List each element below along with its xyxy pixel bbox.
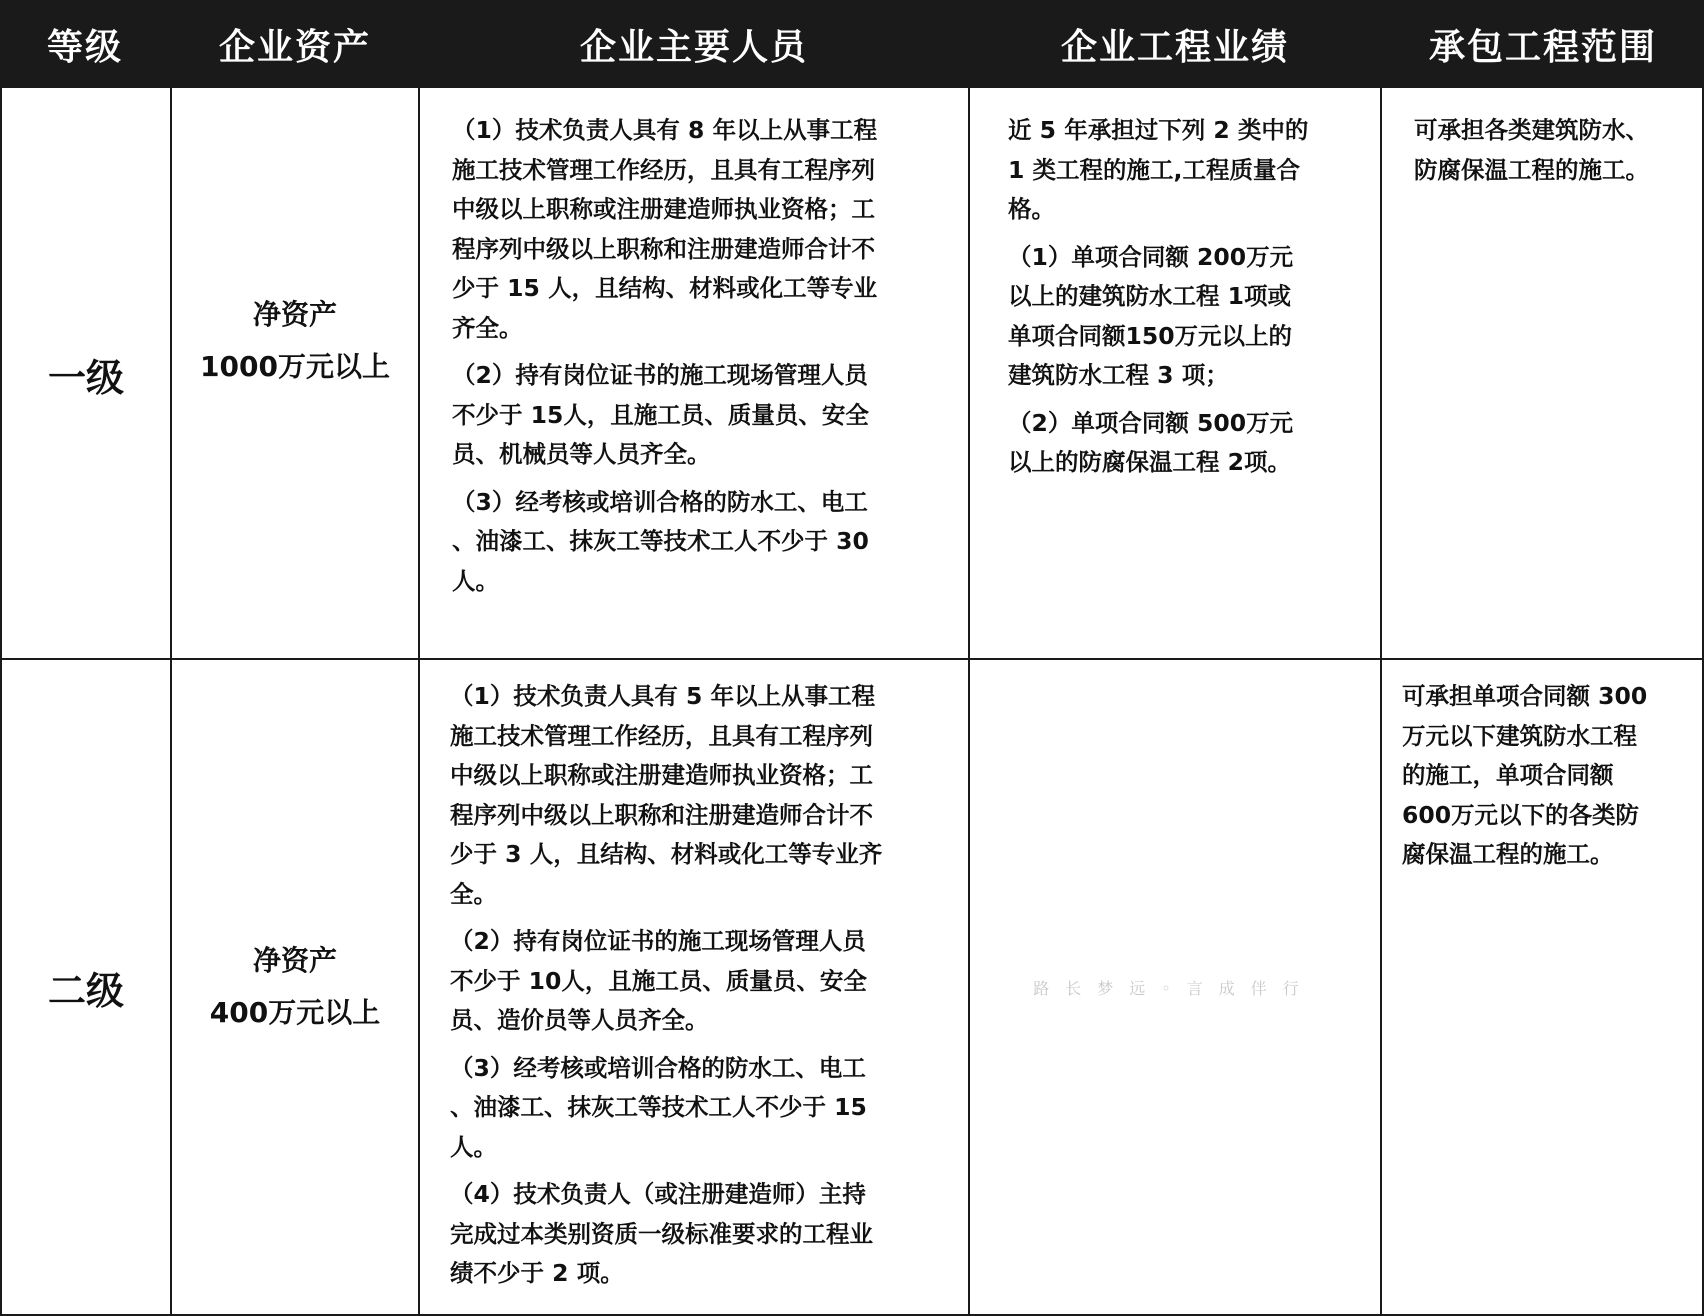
personnel-item: （2）持有岗位证书的施工现场管理人员 不少于 15人，且施工员、质量员、安全 员、机械员等人员齐全。 (452, 361, 869, 468)
asset-label: 净资产 (252, 298, 337, 331)
scope-text: 可承担各类建筑防水、 防腐保温工程的施工。 (1414, 116, 1649, 184)
personnel-item: （4）技术负责人（或注册建造师）主持 完成过本类别资质一级标准要求的工程业 绩不少于 2 项。 (450, 1180, 873, 1287)
personnel-cell-level-2 (450, 677, 955, 1302)
asset-value: 1000万元以上 (200, 350, 390, 383)
personnel-item: （1）技术负责人具有 8 年以上从事工程 施工技术管理工作经历，且具有工程序列 中级以上职称或注册建造师执业资格；工 程序列中级以上职称和注册建造师合计不 少于 15 人，且结构、材料或化工等专业 齐全。 (452, 116, 878, 342)
scope-cell-level-2 (1402, 677, 1700, 883)
header-performance: 企业工程业绩 (1060, 26, 1289, 68)
asset-cell-level-1 (172, 90, 418, 592)
personnel-item: （1）技术负责人具有 5 年以上从事工程 施工技术管理工作经历，且具有工程序列 中级以上职称或注册建造师执业资格；工 程序列中级以上职称和注册建造师合计不 少于 3 人，且结构、材料或化工等专业齐 全。 (450, 682, 883, 908)
scope-text: 可承担单项合同额 300 万元以下建筑防水工程 的施工，单项合同额 600万元以下的各类防 腐保温工程的施工。 (1402, 682, 1648, 868)
grade-level-1: 一级 (47, 355, 124, 400)
personnel-item: （2）持有岗位证书的施工现场管理人员 不少于 10人，且施工员、质量员、安全 员、造价员等人员齐全。 (450, 927, 867, 1034)
asset-cell-level-2 (172, 660, 418, 1314)
scope-cell-level-1 (1414, 111, 1699, 198)
performance-item: （2）单项合同额 500万元 以上的防腐保温工程 2项。 (1008, 408, 1294, 476)
asset-label: 净资产 (252, 944, 337, 977)
personnel-cell-level-1 (452, 111, 952, 609)
performance-item: （1）单项合同额 200万元 以上的建筑防水工程 1项或 单项合同额150万元以上的 建筑防水工程 3 项； (1008, 242, 1294, 389)
personnel-item: （3）经考核或培训合格的防水工、电工 、油漆工、抹灰工等技术工人不少于 15 人。 (450, 1053, 867, 1161)
asset-value: 400万元以上 (209, 996, 381, 1029)
grade-level-2: 二级 (47, 968, 124, 1013)
header-personnel: 企业主要人员 (579, 26, 808, 68)
performance-cell-level-1 (1008, 111, 1368, 491)
performance-item: 近 5 年承担过下列 2 类中的 1 类工程的施工,工程质量合 格。 (1008, 116, 1309, 223)
personnel-item: （3）经考核或培训合格的防水工、电工 、油漆工、抹灰工等技术工人不少于 30 人。 (452, 487, 869, 595)
header-grade: 等级 (46, 26, 123, 68)
header-assets: 企业资产 (218, 26, 371, 68)
watermark: 路长梦远◦言成伴行 (1033, 979, 1315, 998)
header-scope: 承包工程范围 (1428, 26, 1657, 68)
